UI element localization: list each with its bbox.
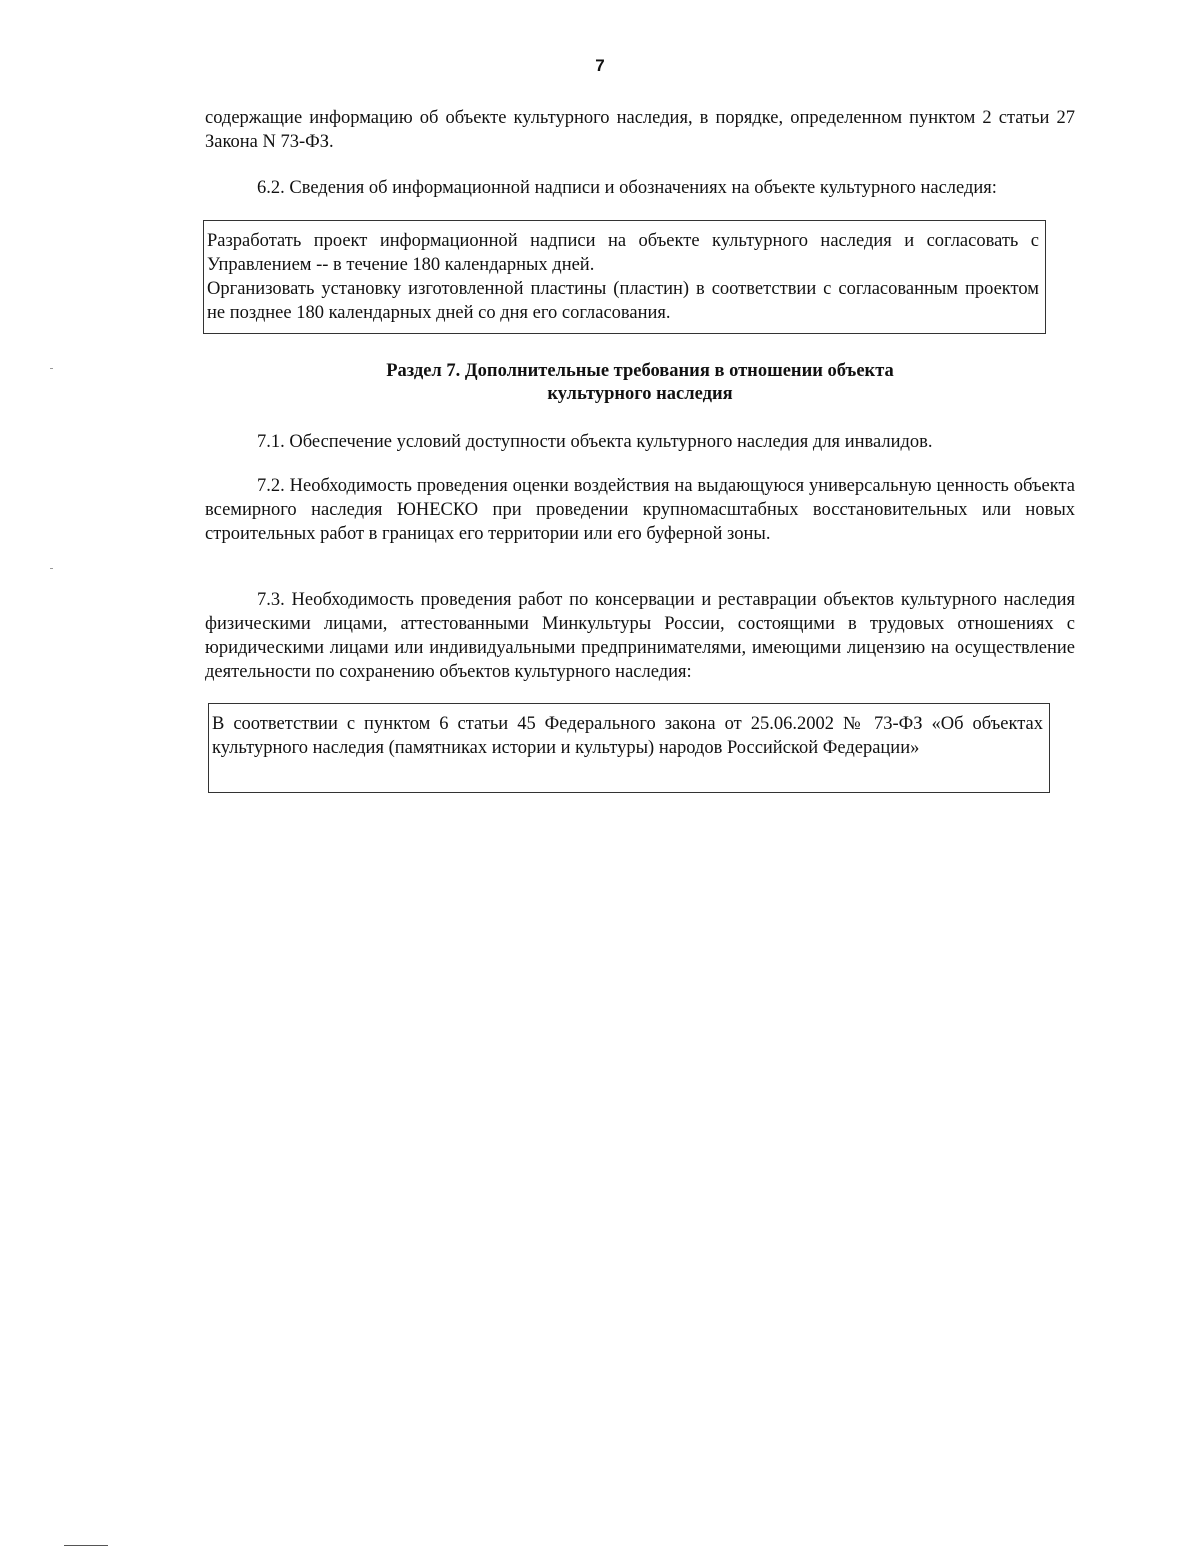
paragraph-6-2: 6.2. Сведения об информационной надписи и обозначениях на объекте культурного наследия: — [257, 178, 997, 198]
legal-reference-box — [208, 703, 1050, 793]
paragraph-7-1: 7.1. Обеспечение условий доступности объекта культурного наследия для инвалидов. — [257, 432, 933, 452]
section-7-title-line-2: культурного наследия — [547, 384, 733, 404]
paragraph-7-3: 7.3. Необходимость проведения работ по консервации и реставрации объектов культурного наследия физическими лицами, аттестованными Минкультуры России, состоящими в трудовых отношениях с юридическими лицами или индивидуальными предпринимателями, имеющими лицензию на осуществление деятельности по сохранению объектов культурного наследия: — [205, 590, 1075, 682]
info-inscription-box — [203, 220, 1046, 334]
section-7-heading — [300, 360, 980, 406]
page-number: 7 — [595, 56, 605, 75]
footer-line — [64, 1545, 108, 1546]
legal-reference-text: В соответствии с пунктом 6 статьи 45 Федерального закона от 25.06.2002 № 73-ФЗ «Об объектах культурного наследия (памятниках истории и культуры) народов Российской Федерации» — [212, 714, 1043, 758]
margin-mark — [50, 568, 53, 569]
intro-paragraph: содержащие информацию об объекте культурного наследия, в порядке, определенном пунктом 2 статьи 27 Закона N 73-ФЗ. — [205, 108, 1075, 152]
info-inscription-text-2: Организовать установку изготовленной пластины (пластин) в соответствии с согласованным проектом не позднее 180 календарных дней со дня его согласования. — [207, 279, 1039, 323]
margin-mark — [50, 368, 53, 369]
info-inscription-text-1: Разработать проект информационной надписи на объекте культурного наследия и согласовать с Управлением -- в течение 180 календарных дней. — [207, 231, 1039, 275]
paragraph-7-2: 7.2. Необходимость проведения оценки воздействия на выдающуюся универсальную ценность объекта всемирного наследия ЮНЕСКО при проведении крупномасштабных восстановительных или новых строительных работ в границах его территории или его буферной зоны. — [205, 476, 1075, 544]
section-7-title-line-1: Раздел 7. Дополнительные требования в отношении объекта — [386, 361, 894, 381]
